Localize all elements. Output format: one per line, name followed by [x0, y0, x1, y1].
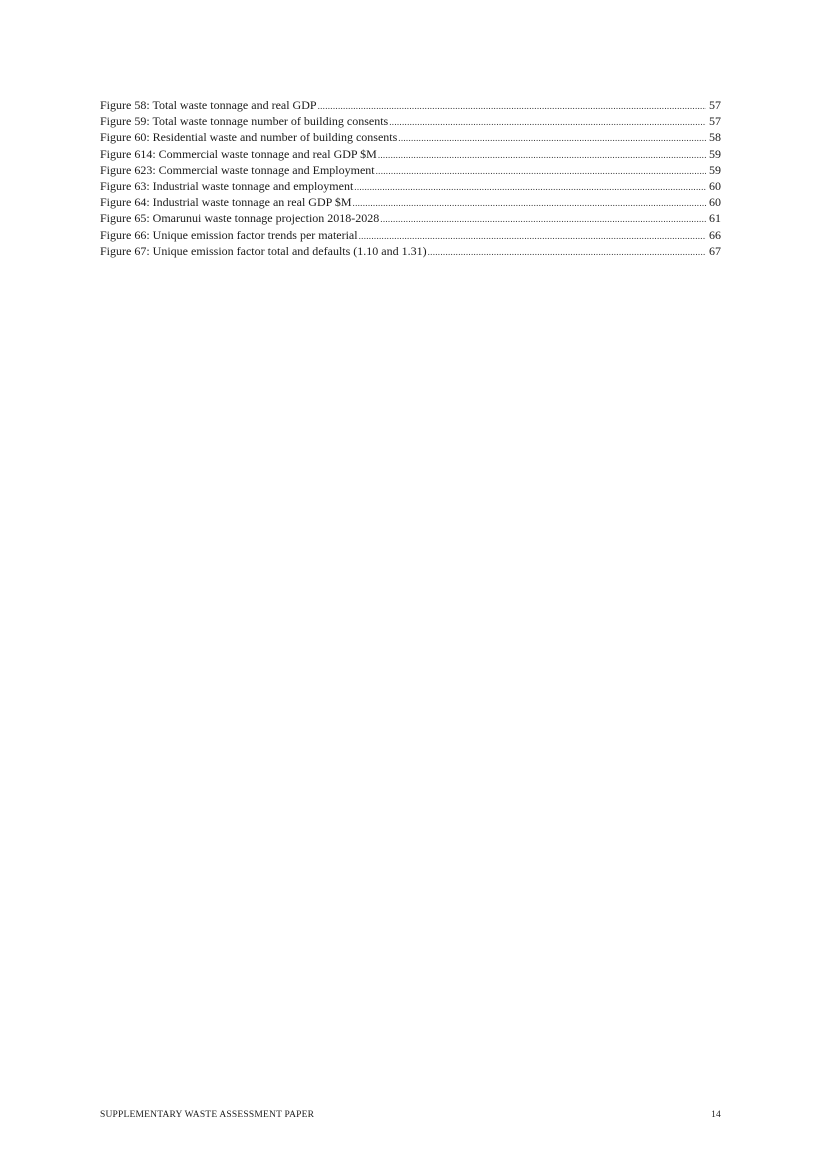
toc-dot-leader	[378, 147, 706, 163]
toc-entry-page: 60	[709, 195, 721, 210]
toc-entry-page: 58	[709, 130, 721, 145]
toc-entry-title: Figure 67: Unique emission factor total and defaults (1.10 and 1.31)	[100, 243, 427, 258]
toc-entry-page: 59	[709, 162, 721, 177]
toc-entry[interactable]	[100, 162, 721, 178]
toc-entry-title: Figure 59: Total waste tonnage number of building consents	[100, 114, 389, 129]
toc-dot-leader	[398, 130, 706, 146]
toc-dot-leader	[428, 244, 706, 260]
toc-entry-title: Figure 64: Industrial waste tonnage an real GDP $M	[100, 195, 352, 210]
toc-entry-page: 59	[709, 146, 721, 161]
toc-entry-title: Figure 65: Omarunui waste tonnage projection 2018-2028	[100, 211, 380, 226]
toc-dot-leader	[318, 98, 706, 114]
toc-entry[interactable]	[100, 194, 721, 210]
toc-entry[interactable]	[100, 97, 721, 113]
list-of-figures	[100, 97, 721, 259]
toc-entry-page: 57	[709, 114, 721, 129]
toc-dot-leader	[359, 228, 706, 244]
toc-dot-leader	[389, 114, 706, 130]
footer-page-number: 14	[711, 1110, 721, 1120]
toc-entry[interactable]	[100, 129, 721, 145]
toc-dot-leader	[353, 195, 706, 211]
toc-entry-title: Figure 63: Industrial waste tonnage and employment	[100, 178, 354, 193]
toc-entry-page: 60	[709, 178, 721, 193]
toc-entry-page: 67	[709, 243, 721, 258]
toc-dot-leader	[376, 163, 706, 179]
toc-dot-leader	[354, 179, 706, 195]
toc-entry-title: Figure 58: Total waste tonnage and real GDP	[100, 98, 317, 112]
page-footer	[100, 1109, 721, 1121]
toc-entry-page: 61	[709, 211, 721, 226]
toc-entry-title: Figure 60: Residential waste and number of building consents	[100, 130, 398, 145]
footer-document-title: SUPPLEMENTARY WASTE ASSESSMENT PAPER	[100, 1110, 315, 1120]
toc-entry[interactable]	[100, 113, 721, 129]
toc-entry[interactable]	[100, 146, 721, 162]
toc-entry[interactable]	[100, 243, 721, 259]
toc-dot-leader	[380, 211, 706, 227]
toc-entry[interactable]	[100, 210, 721, 226]
toc-entry-page: 57	[709, 98, 721, 112]
toc-entry[interactable]	[100, 178, 721, 194]
toc-entry-title: Figure 623: Commercial waste tonnage and Employment	[100, 162, 375, 177]
toc-entry-title: Figure 614: Commercial waste tonnage and real GDP $M	[100, 146, 377, 161]
toc-entry-title: Figure 66: Unique emission factor trends per material	[100, 227, 358, 242]
toc-entry-page: 66	[709, 227, 721, 242]
toc-entry[interactable]	[100, 227, 721, 243]
